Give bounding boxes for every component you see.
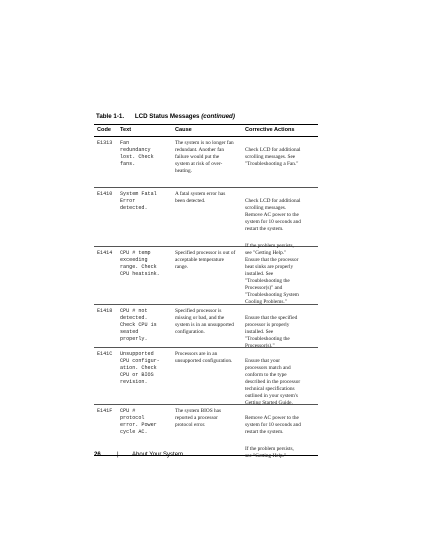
table-caption-continued: (continued) — [201, 113, 235, 120]
row-cause: Processors are in an unsupported configuration. — [175, 350, 233, 364]
row-lcd-text: CPU # not detected. Check CPU is seated properly. — [120, 307, 157, 342]
action-paragraph: Check LCD for additional scrolling messages. See "Troubleshooting a Fan." — [245, 146, 301, 167]
section-title: About Your System — [132, 452, 184, 458]
row-cause: A fatal system error has been detected. — [175, 190, 226, 204]
row-code: E1414 — [97, 249, 113, 256]
table-caption — [96, 113, 235, 120]
row-code: E1418 — [97, 307, 113, 314]
table-row — [94, 305, 318, 348]
row-actions — [245, 408, 318, 467]
table-row — [94, 348, 318, 405]
table-row — [94, 137, 318, 188]
row-cause: Specified processor is out of acceptable temperature range. — [175, 249, 236, 270]
row-code: E1410 — [97, 190, 113, 197]
footer-separator: | — [117, 452, 119, 458]
row-lcd-text: Unsupported CPU configur- ation. Check CPU or BIOS revision. — [120, 350, 160, 385]
row-actions — [245, 250, 318, 313]
table-caption-number: Table 1-1. — [96, 113, 125, 120]
action-paragraph: Check LCD for additional scrolling messages. Remove AC power to the system for 10 seconds and restart the system. — [245, 197, 301, 232]
table-caption-title: LCD Status Messages — [134, 113, 200, 120]
header-text: Text — [120, 127, 132, 133]
action-paragraph: Remove AC power to the system for 10 seconds and restart the system. — [245, 414, 301, 435]
table-header-row — [94, 125, 318, 136]
row-code: E1313 — [97, 139, 113, 146]
row-cause: The system is no longer fan redundant. Another fan failure would put the system at risk of over- heating. — [175, 139, 234, 174]
row-code: E141C — [97, 350, 113, 357]
lcd-status-table — [94, 125, 318, 459]
header-cause: Cause — [175, 127, 192, 133]
action-paragraph: If the problem persists, see "Getting Help." — [245, 445, 294, 459]
table-row — [94, 405, 318, 459]
row-lcd-text: CPU # protocol error. Power cycle AC. — [120, 407, 157, 435]
page-footer — [94, 452, 184, 458]
action-paragraph: Ensure that your processors match and conform to the type described in the processor technical specifications outlined in your system's Getting Started Guide. — [245, 357, 301, 406]
row-actions — [245, 140, 318, 175]
header-corrective-actions: Corrective Actions — [245, 127, 295, 133]
header-code: Code — [97, 127, 111, 133]
page-number: 26 — [94, 452, 101, 458]
action-paragraph: Ensure that the processor heat sinks are properly installed. See "Troubleshooting the Processor(s)" and "Troubleshooting System Cooling Problems." — [245, 256, 299, 305]
action-paragraph: Ensure that the specified processor is properly installed. See "Troubleshooting the Processor(s)." — [245, 314, 298, 349]
row-lcd-text: System Fatal Error detected. — [120, 190, 157, 211]
row-lcd-text: CPU # temp exceeding range. Check CPU heatsink. — [120, 249, 160, 277]
table-row — [94, 247, 318, 305]
row-cause: The system BIOS has reported a processor protocol error. — [175, 407, 222, 428]
action-paragraph: If the problem persists, see "Getting Help." — [245, 242, 294, 256]
row-cause: Specified processor is missing or bad, and the system is in an unsupported configuration. — [175, 307, 234, 335]
row-lcd-text: Fan redundancy lost. Check fans. — [120, 139, 154, 167]
row-code: E141F — [97, 407, 113, 414]
